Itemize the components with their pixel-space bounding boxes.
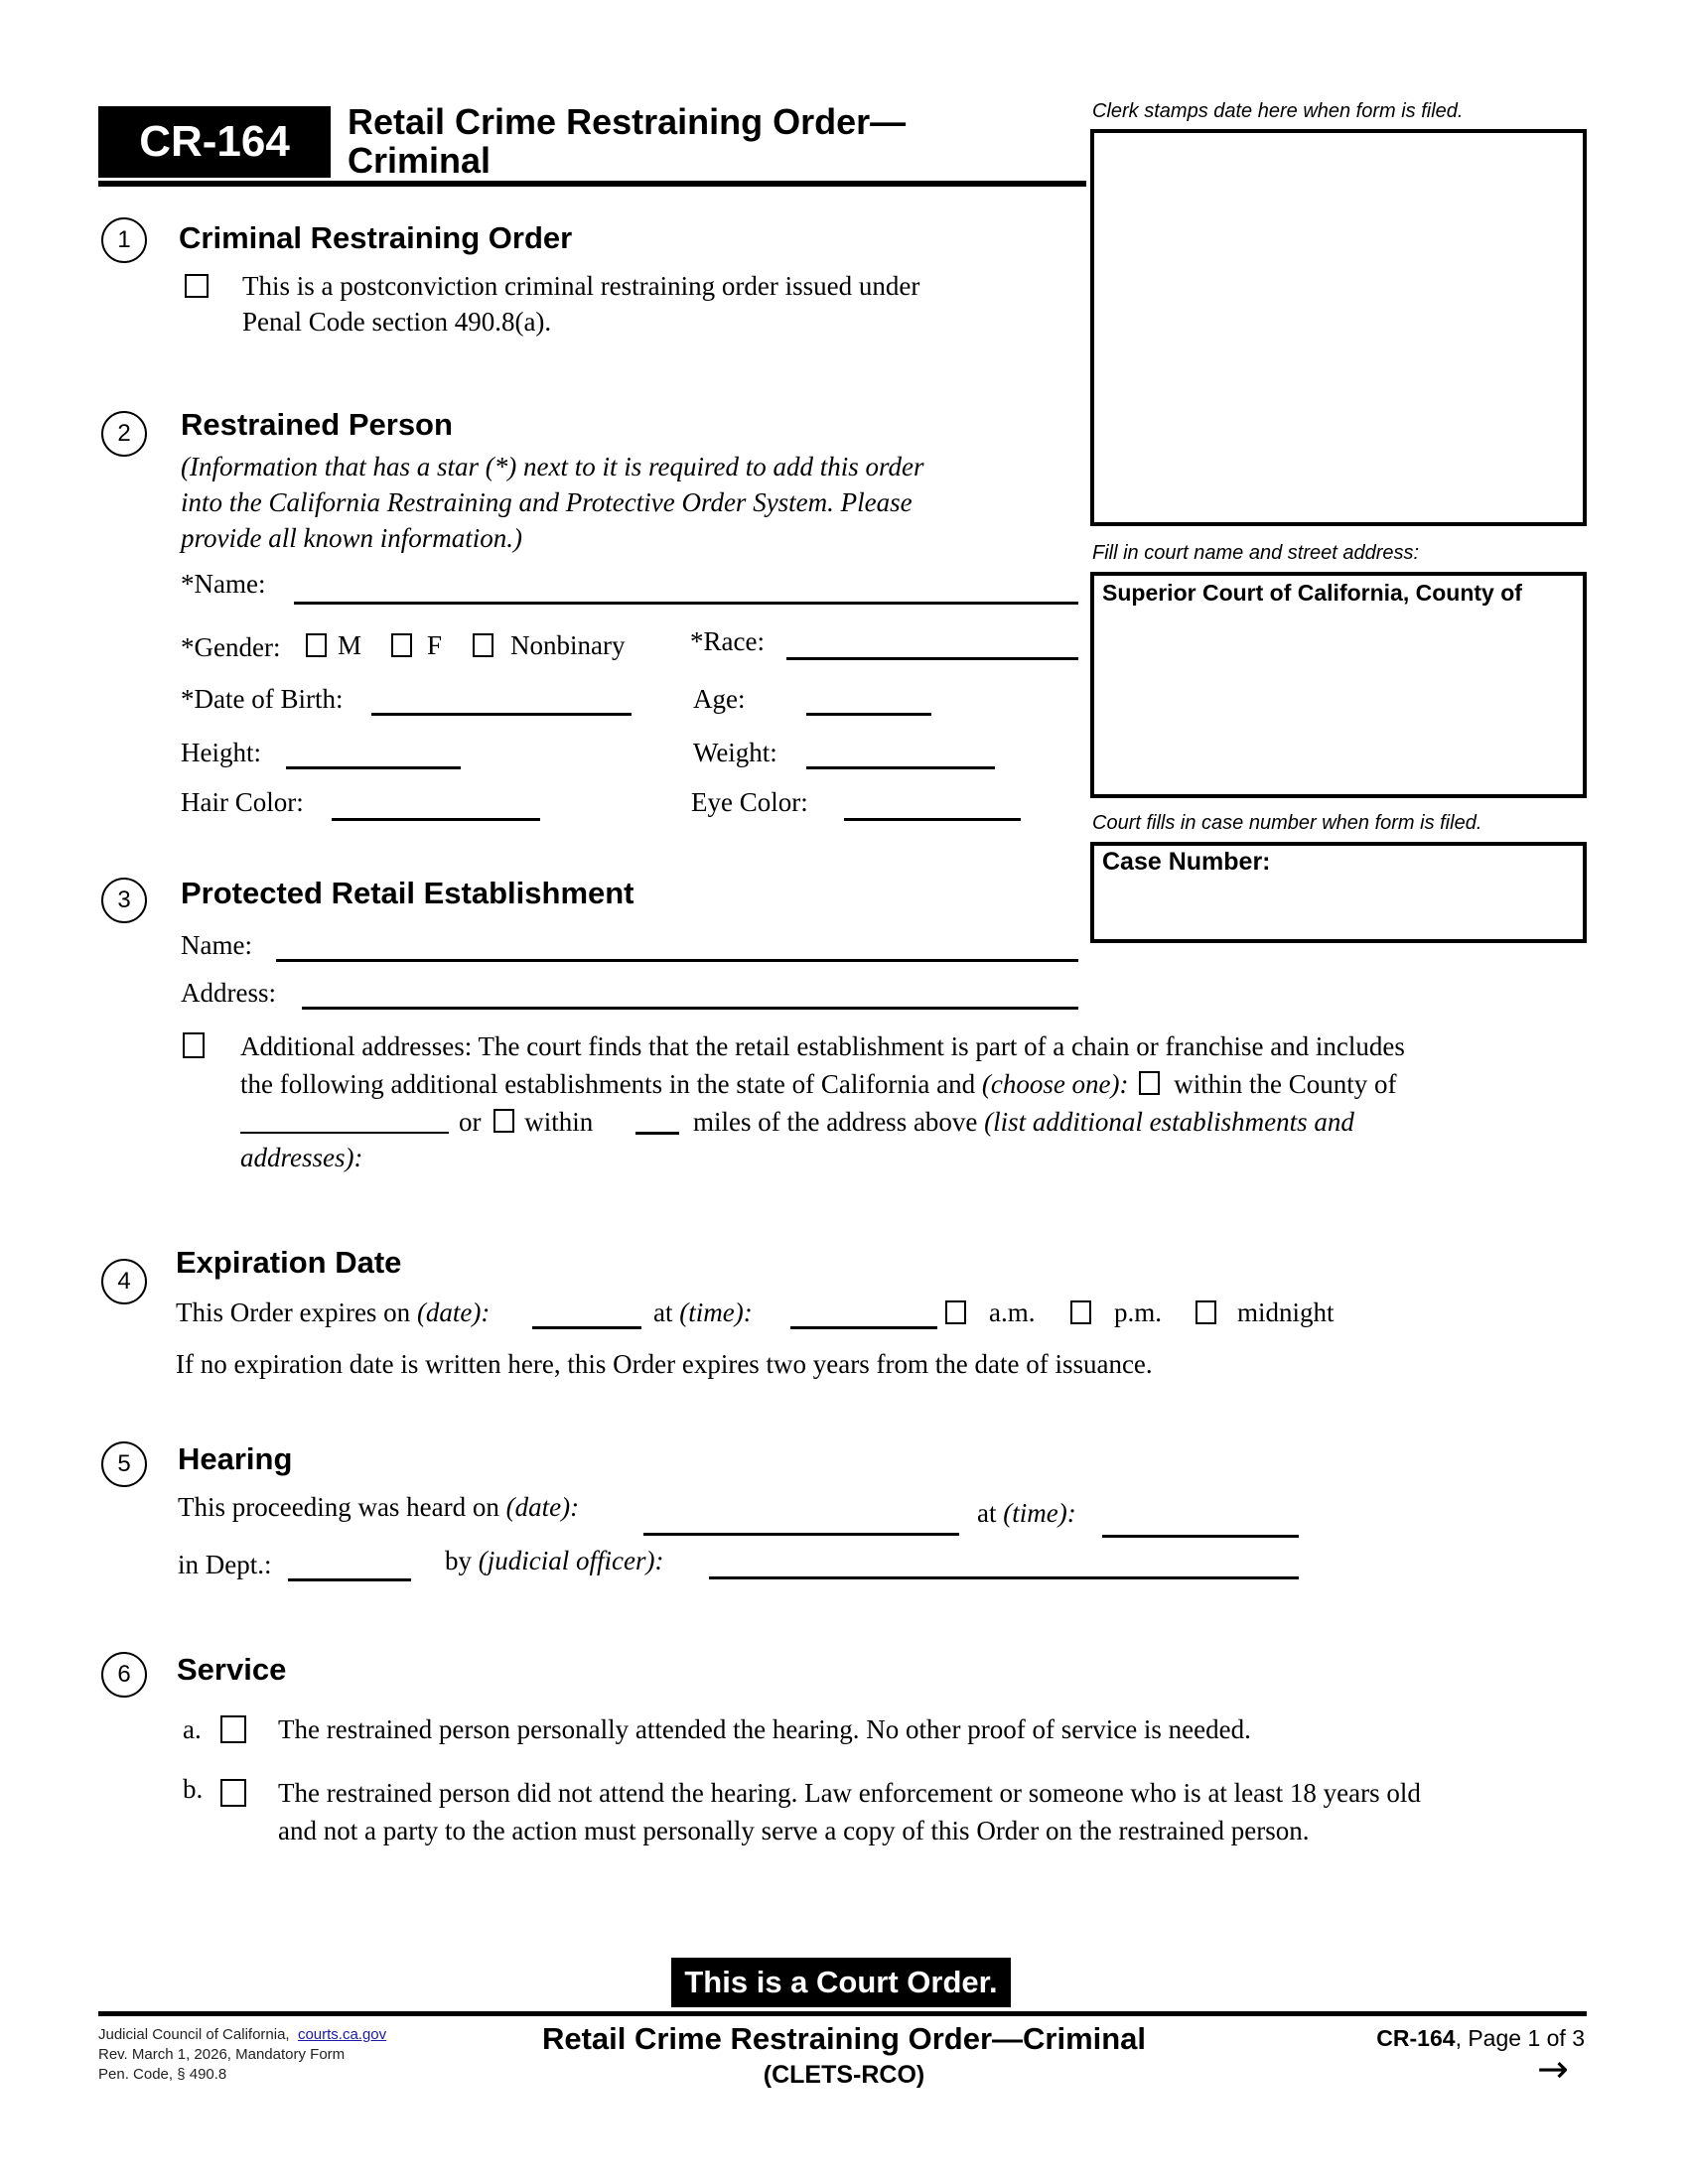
am-label: a.m. bbox=[989, 1297, 1036, 1327]
weight-label: Weight: bbox=[693, 738, 777, 767]
gender-label: *Gender: bbox=[181, 632, 281, 662]
hearing-at-label: at (time): bbox=[977, 1498, 1076, 1528]
service-a-letter: a. bbox=[183, 1714, 202, 1744]
section-3-number: 3 bbox=[101, 878, 147, 923]
additional-addresses-line3: or within bbox=[459, 1107, 594, 1137]
county-name-field[interactable] bbox=[240, 1132, 449, 1134]
gender-nonbinary-checkbox[interactable] bbox=[473, 633, 493, 657]
restrained-note-line2: into the California Restraining and Protective Order System. Please bbox=[181, 487, 913, 517]
revision-text: Rev. March 1, 2026, Mandatory Form bbox=[98, 2046, 346, 2063]
hair-color-field[interactable] bbox=[332, 818, 540, 821]
gender-f-checkbox[interactable] bbox=[391, 633, 412, 657]
title-rule bbox=[98, 181, 1086, 187]
am-checkbox[interactable] bbox=[945, 1300, 966, 1324]
restrained-note-line3: provide all known information.) bbox=[181, 523, 522, 553]
section-2-title: Restrained Person bbox=[181, 407, 453, 442]
age-field[interactable] bbox=[806, 713, 931, 716]
hearing-date-field[interactable] bbox=[643, 1533, 959, 1536]
next-page-arrow-icon[interactable]: → bbox=[1537, 2047, 1569, 2091]
gender-nonbinary-label: Nonbinary bbox=[510, 630, 626, 660]
expiration-default-note: If no expiration date is written here, this Order expires two years from the date of issuance. bbox=[176, 1349, 1153, 1379]
postconviction-checkbox[interactable] bbox=[185, 274, 209, 298]
service-b-letter: b. bbox=[183, 1774, 204, 1804]
additional-addresses-line1: Additional addresses: The court finds that the retail establishment is part of a chain or franchise and includes bbox=[240, 1031, 1405, 1061]
case-number-hint: Court fills in case number when form is filed. bbox=[1092, 812, 1482, 834]
section-1-number: 1 bbox=[101, 217, 147, 263]
form-id-badge: CR-164 bbox=[98, 106, 331, 178]
hearing-time-field[interactable] bbox=[1102, 1535, 1299, 1538]
court-order-banner: This is a Court Order. bbox=[671, 1958, 1011, 2007]
gender-f-label: F bbox=[427, 630, 443, 660]
service-a-text: The restrained person personally attended the hearing. No other proof of service is needed. bbox=[278, 1714, 1251, 1744]
establishment-name-label: Name: bbox=[181, 930, 252, 960]
within-county-checkbox[interactable] bbox=[1139, 1071, 1160, 1095]
court-address-label: Fill in court name and street address: bbox=[1092, 542, 1420, 564]
dob-label: *Date of Birth: bbox=[181, 684, 344, 714]
pm-checkbox[interactable] bbox=[1070, 1300, 1091, 1324]
section-5-title: Hearing bbox=[178, 1441, 293, 1476]
penal-code-ref: Pen. Code, § 490.8 bbox=[98, 2066, 227, 2083]
footer-title: Retail Crime Restraining Order—Criminal (CLETS-RCO) bbox=[541, 2021, 1147, 2089]
form-title: Retail Crime Restraining Order— Criminal bbox=[348, 101, 907, 181]
heard-on-label: This proceeding was heard on (date): bbox=[178, 1492, 580, 1522]
clerk-stamp-label: Clerk stamps date here when form is filed. bbox=[1092, 100, 1464, 122]
courts-website-link[interactable]: courts.ca.gov bbox=[297, 2026, 387, 2043]
additional-addresses-line2: the following additional establishments in the state of California and (choose one): within the County of bbox=[240, 1069, 1397, 1099]
section-3-title: Protected Retail Establishment bbox=[181, 876, 634, 910]
dept-label: in Dept.: bbox=[178, 1550, 272, 1579]
additional-addresses-line3b: miles of the address above (list additional establishments and bbox=[693, 1107, 1354, 1137]
expiration-date-field[interactable] bbox=[532, 1326, 641, 1329]
postconviction-text-line1: This is a postconviction criminal restraining order issued under bbox=[242, 271, 920, 301]
service-a-checkbox[interactable] bbox=[220, 1715, 246, 1743]
service-b-text-line1: The restrained person did not attend the hearing. Law enforcement or someone who is at least 18 years old bbox=[278, 1778, 1421, 1808]
section-4-number: 4 bbox=[101, 1259, 147, 1304]
judicial-officer-label: by (judicial officer): bbox=[445, 1546, 664, 1575]
midnight-checkbox[interactable] bbox=[1196, 1300, 1216, 1324]
court-name-text: Superior Court of California, County of bbox=[1102, 580, 1522, 606]
miles-field[interactable] bbox=[635, 1132, 679, 1135]
pm-label: p.m. bbox=[1114, 1297, 1163, 1327]
judicial-officer-field[interactable] bbox=[709, 1576, 1299, 1579]
section-6-title: Service bbox=[177, 1652, 287, 1687]
establishment-name-field[interactable] bbox=[276, 959, 1078, 962]
clerk-stamp-box[interactable] bbox=[1090, 129, 1587, 526]
case-number-label: Case Number: bbox=[1102, 848, 1271, 876]
within-miles-checkbox[interactable] bbox=[493, 1109, 514, 1133]
hair-color-label: Hair Color: bbox=[181, 787, 304, 817]
dob-field[interactable] bbox=[371, 713, 632, 716]
expires-on-label: This Order expires on (date): bbox=[176, 1297, 491, 1327]
page-indicator: CR-164, Page 1 of 3 bbox=[1376, 2025, 1585, 2051]
expiration-time-field[interactable] bbox=[790, 1326, 937, 1329]
establishment-address-label: Address: bbox=[181, 978, 276, 1008]
establishment-address-field[interactable] bbox=[302, 1007, 1078, 1010]
section-4-title: Expiration Date bbox=[176, 1245, 402, 1280]
height-field[interactable] bbox=[286, 766, 461, 769]
service-b-checkbox[interactable] bbox=[220, 1779, 246, 1807]
gender-m-label: M bbox=[338, 630, 362, 660]
additional-addresses-line4: addresses): bbox=[240, 1143, 363, 1172]
case-number-field[interactable] bbox=[1090, 842, 1587, 943]
footer-rule bbox=[98, 2011, 1587, 2016]
section-5-number: 5 bbox=[101, 1441, 147, 1487]
section-6-number: 6 bbox=[101, 1652, 147, 1698]
race-field[interactable] bbox=[786, 657, 1078, 660]
postconviction-text-line2: Penal Code section 490.8(a). bbox=[242, 307, 552, 337]
race-label: *Race: bbox=[690, 626, 765, 656]
section-2-number: 2 bbox=[101, 411, 147, 457]
age-label: Age: bbox=[693, 684, 746, 714]
section-1-title: Criminal Restraining Order bbox=[179, 220, 573, 255]
eye-color-label: Eye Color: bbox=[691, 787, 808, 817]
height-label: Height: bbox=[181, 738, 261, 767]
restrained-name-label: *Name: bbox=[181, 569, 266, 599]
footer-info: Judicial Council of California, courts.ca.gov Rev. March 1, 2026, Mandatory Form Pen. Code, § 490.8 bbox=[98, 2026, 387, 2083]
expires-at-label: at (time): bbox=[653, 1297, 753, 1327]
restrained-name-field[interactable] bbox=[294, 602, 1078, 605]
midnight-label: midnight bbox=[1237, 1297, 1335, 1327]
weight-field[interactable] bbox=[806, 766, 995, 769]
additional-addresses-checkbox[interactable] bbox=[183, 1032, 205, 1058]
court-address-field[interactable] bbox=[1090, 572, 1587, 798]
restrained-note-line1: (Information that has a star (*) next to it is required to add this order bbox=[181, 452, 924, 481]
eye-color-field[interactable] bbox=[844, 818, 1021, 821]
gender-m-checkbox[interactable] bbox=[306, 633, 327, 657]
dept-field[interactable] bbox=[288, 1578, 411, 1581]
service-b-text-line2: and not a party to the action must personally serve a copy of this Order on the restrained person. bbox=[278, 1816, 1310, 1845]
